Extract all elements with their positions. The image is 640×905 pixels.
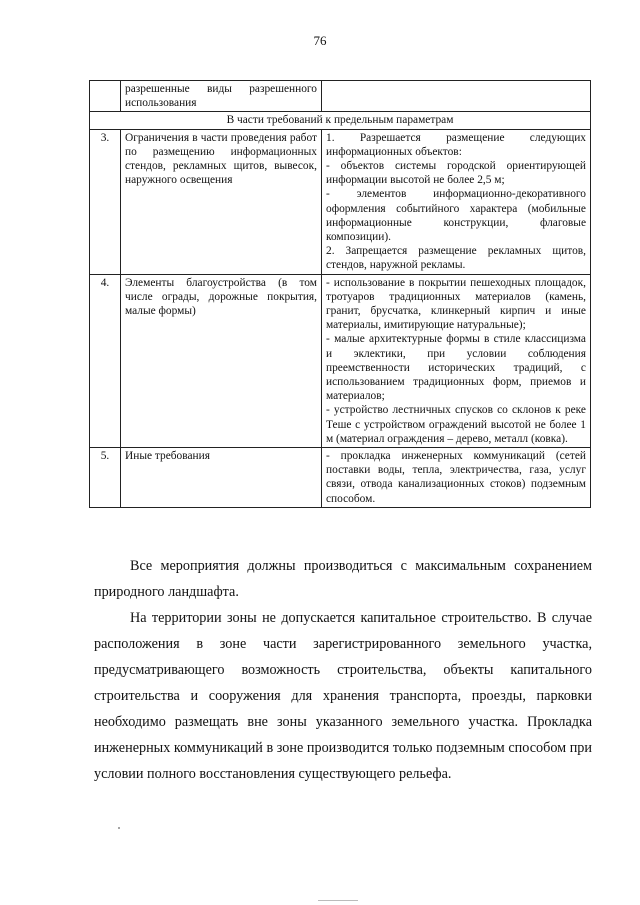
row-requirements [322, 448, 591, 508]
row-number: 3. [90, 129, 121, 274]
table-row [90, 448, 591, 508]
row-number: 5. [90, 448, 121, 508]
section-header: В части требований к предельным параметрам [90, 112, 591, 129]
row-name: Элементы благоустройства (в том числе ограды, дорожные покрытия, малые формы) [121, 274, 322, 447]
requirement-line: 1. Разрешается размещение следующих информационных объектов: [326, 131, 586, 158]
row-name: Иные требования [121, 448, 322, 508]
section-header-row [90, 112, 591, 129]
scan-speck [118, 827, 120, 829]
row-number: 4. [90, 274, 121, 447]
requirement-line: - прокладка инженерных коммуникаций (сетей поставки воды, тепла, электричества, газа, услуг связи, отвода канализационных стоков) подземным способом. [326, 450, 586, 505]
row-name: Ограничения в части проведения работ по размещению информационных стендов, рекламных щитов, вывесок, наружного освещения [121, 129, 322, 274]
paragraph-text: На территории зоны не допускается капитальное строительство. В случае расположения в зоне части зарегистрированного земельного участка, предусматривающего возможность строительства, объекты капитального строительства и сооружения для хранения транспорта, проезды, парковки необходимо размещать вне зоны указанного земельного участка. Прокладка инженерных коммуникаций в зоне производится только подземным способом при условии полного восстановления существующего рельефа. [94, 610, 592, 782]
table-row [90, 81, 591, 112]
requirement-line: - использование в покрытии пешеходных площадок, тротуаров традиционных материалов (камень, гранит, брусчатка, клинкерный кирпич и иные материалы, имитирующие натуральные); [326, 276, 586, 332]
row-requirements-cell [322, 81, 591, 112]
row-requirements [322, 274, 591, 447]
requirement-line: - малые архитектурные формы в стиле классицизма и эклектики, при условии соблюдения преемственности исторических традиций, с использованием традиционных форм, приемов и материалов; [326, 333, 586, 403]
requirement-line: 2. Запрещается размещение рекламных щитов, стендов, наружной рекламы. [326, 245, 586, 272]
paragraph-text: Все мероприятия должны производиться с максимальным сохранением природного ландшафта. [94, 558, 592, 600]
requirements-table [89, 80, 591, 508]
scan-artifact-line [318, 900, 358, 901]
requirement-line: - объектов системы городской ориентирующей информации высотой не более 2,5 м; [326, 160, 586, 187]
requirement-line: - устройство лестничных спусков со склонов к реке Теше с устройством ограждений высотой не более 1 м (материал ограждения – дерево, металл (ковка). [326, 404, 586, 445]
page-number: 76 [313, 33, 327, 48]
paragraph-landscape [94, 553, 592, 605]
paragraph-construction [94, 605, 592, 787]
table-row [90, 274, 591, 447]
row-requirements [322, 129, 591, 274]
table-row [90, 129, 591, 274]
row-number-cell [90, 81, 121, 112]
requirement-line: - элементов информационно-декоративного оформления событийного характера (мобильные информационные конструкции, флаговые композиции). [326, 188, 586, 244]
row-name-cell: разрешенные виды разрешенного использования [121, 81, 322, 112]
